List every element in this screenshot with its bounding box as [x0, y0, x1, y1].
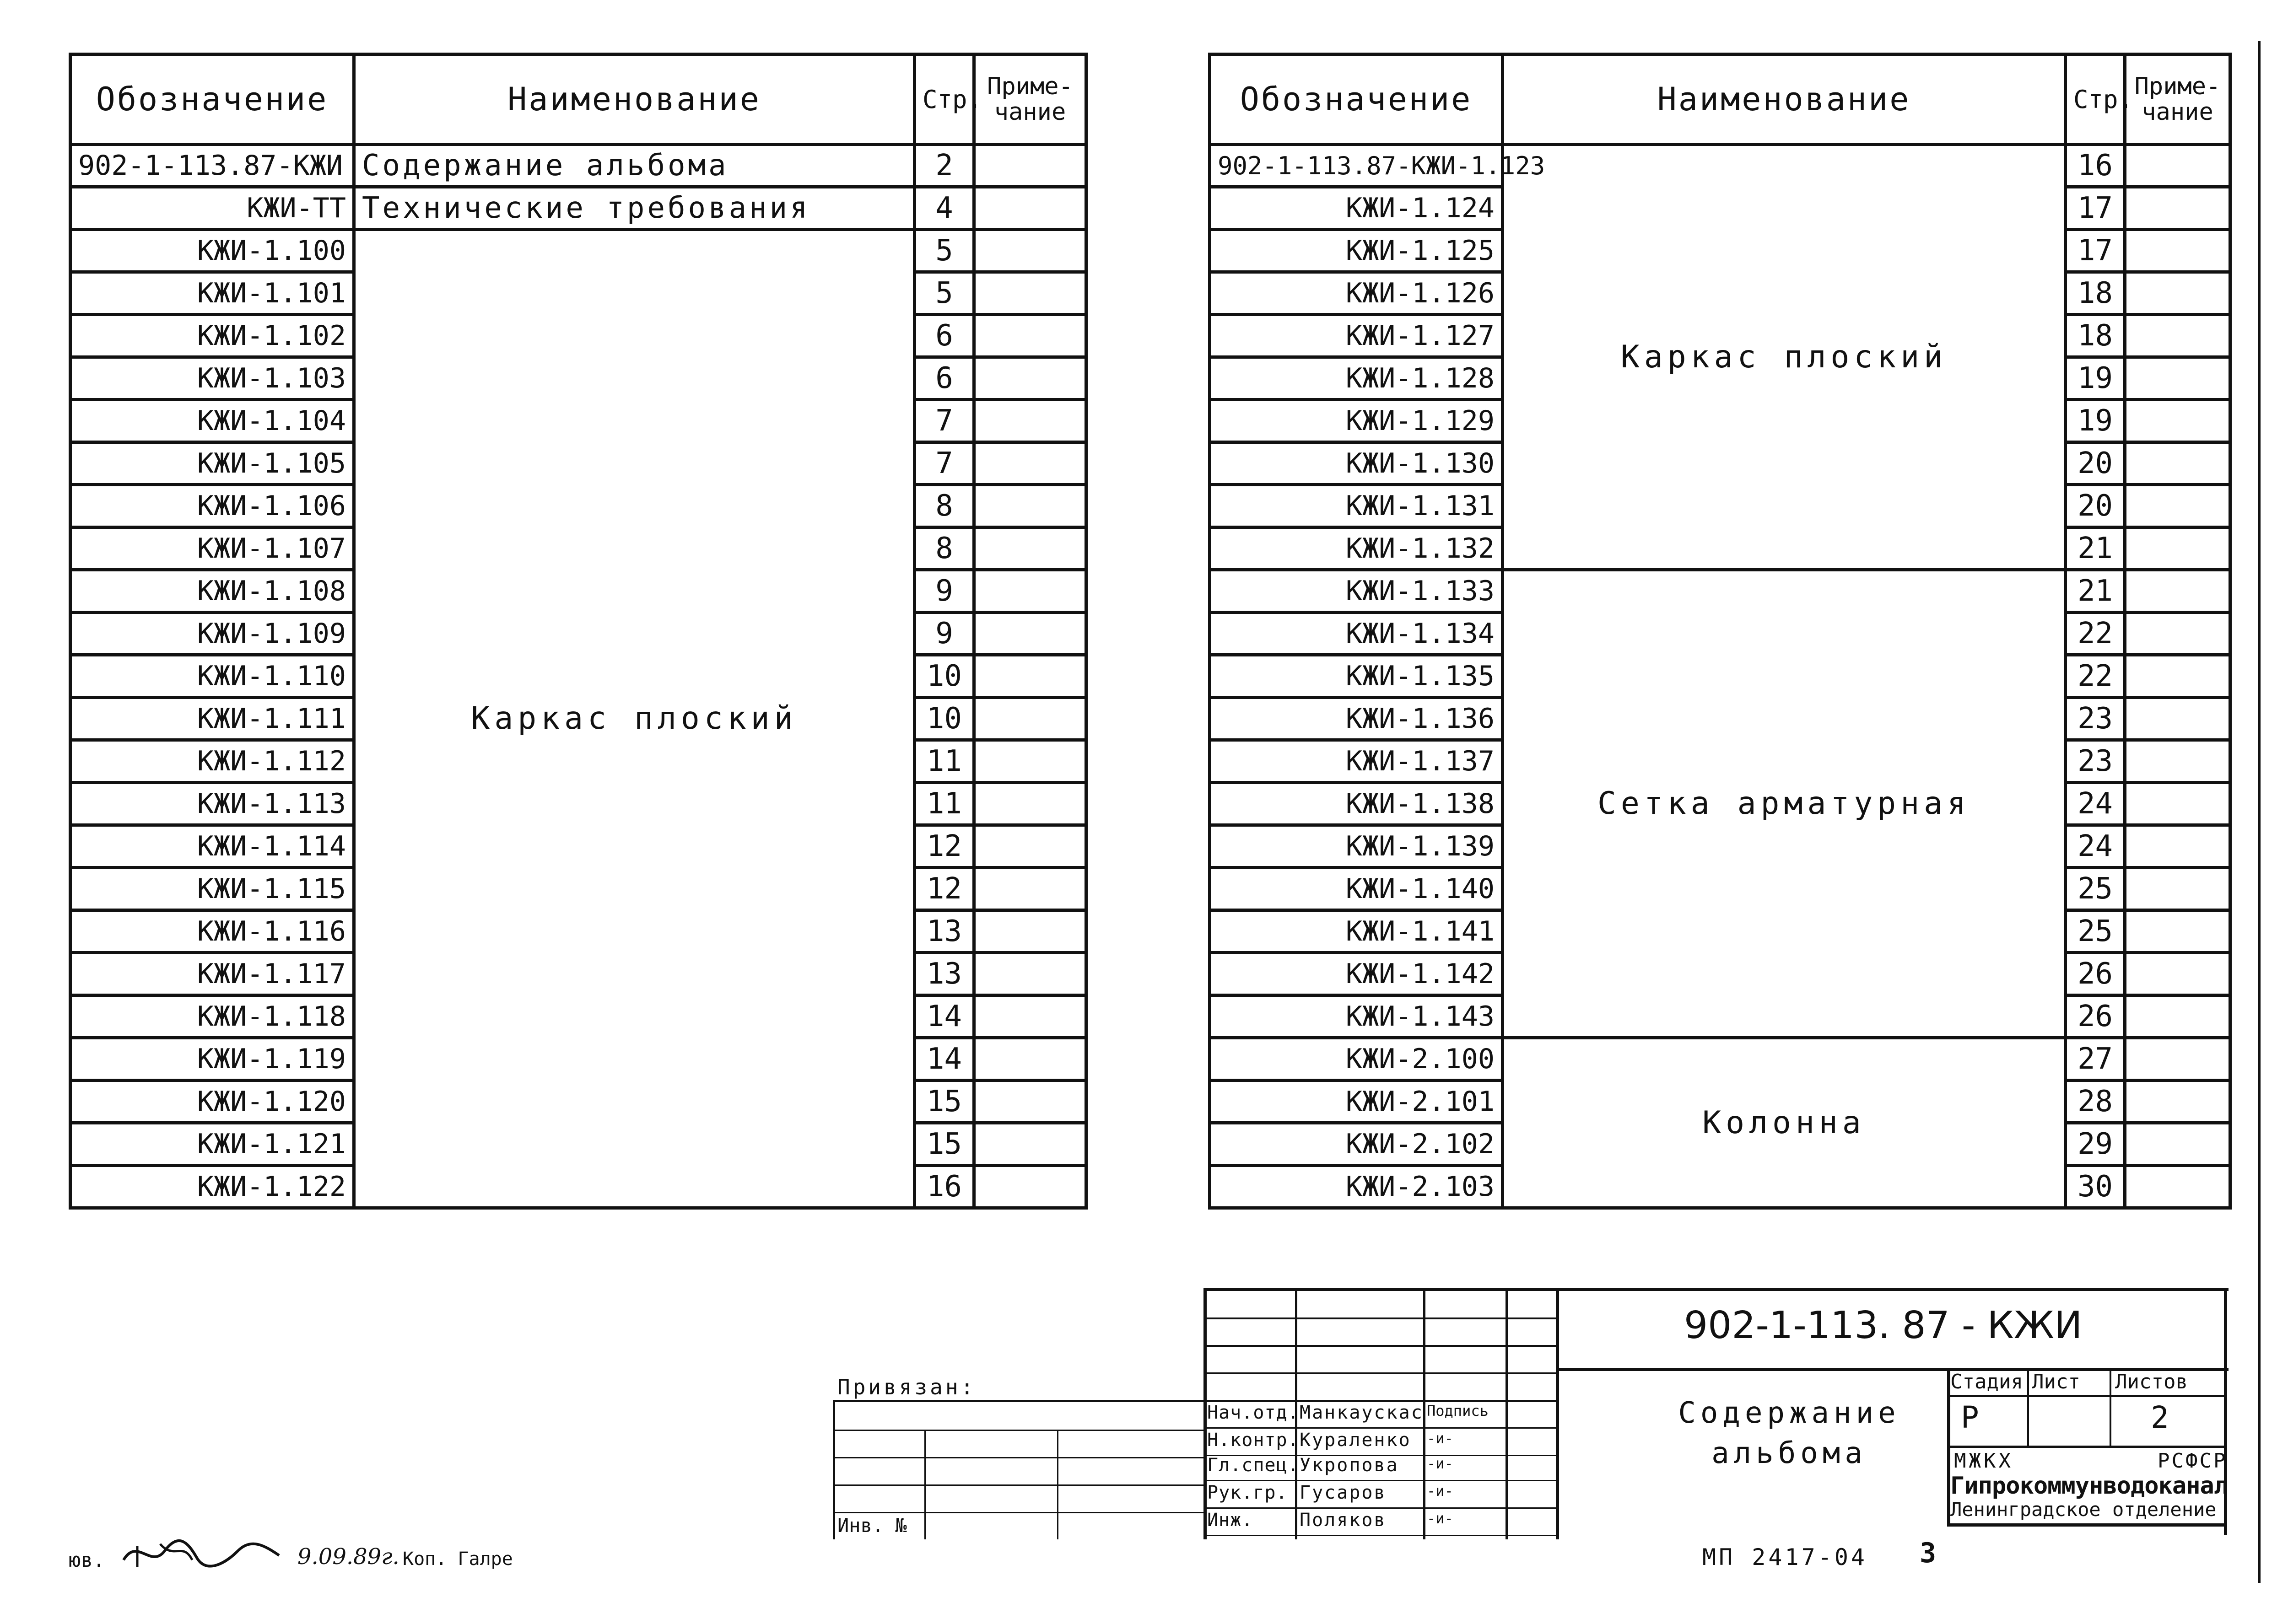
table-header-row	[70, 54, 1086, 145]
row-note	[974, 868, 1086, 910]
signature-mark: -и-	[1427, 1482, 1453, 1500]
row-designation: КЖИ-1.121	[70, 1123, 354, 1166]
row-page: 24	[2066, 825, 2125, 868]
table-row	[70, 145, 1086, 187]
row-designation: КЖИ-1.126	[1210, 272, 1503, 315]
doc-code: 902-1-113. 87 - КЖИ	[1684, 1304, 2083, 1347]
row-note	[2125, 357, 2230, 400]
row-page: 9	[915, 570, 974, 613]
col-page-header: Стр.	[2066, 54, 2125, 145]
row-designation: КЖИ-1.113	[70, 783, 354, 825]
row-designation: КЖИ-1.102	[70, 315, 354, 357]
signature-role: Нач.отд.	[1207, 1402, 1299, 1423]
row-note	[2125, 1123, 2230, 1166]
row-designation: КЖИ-1.136	[1210, 698, 1503, 740]
table-row	[1210, 1038, 2230, 1081]
row-designation: 902-1-113.87-КЖИ	[70, 145, 354, 187]
row-note	[974, 1166, 1086, 1208]
signature-role: Инж.	[1207, 1510, 1253, 1531]
row-designation: КЖИ-2.100	[1210, 1038, 1503, 1081]
group-name: Колонна	[1503, 1038, 2066, 1208]
row-page: 20	[2066, 485, 2125, 527]
org-republic: РСФСР	[2158, 1449, 2228, 1473]
row-note	[2125, 230, 2230, 272]
row-name: Содержание альбома	[354, 145, 915, 187]
org-branch: Ленинградское отделение	[1950, 1498, 2217, 1521]
signature-name: Гусаров	[1300, 1482, 1387, 1503]
row-page: 27	[2066, 1038, 2125, 1081]
row-designation: КЖИ-1.104	[70, 400, 354, 442]
sheet-label: Лист	[2032, 1370, 2080, 1393]
row-note	[2125, 315, 2230, 357]
row-note	[974, 230, 1086, 272]
row-note	[974, 187, 1086, 230]
row-designation: КЖИ-1.140	[1210, 868, 1503, 910]
sheets-value: 2	[2151, 1400, 2169, 1435]
stage-value: Р	[1961, 1400, 1979, 1435]
row-designation: КЖИ-1.143	[1210, 995, 1503, 1038]
row-note	[2125, 485, 2230, 527]
row-designation: 902-1-113.87-КЖИ-1.123	[1210, 145, 1503, 187]
row-note	[2125, 1038, 2230, 1081]
row-page: 12	[915, 825, 974, 868]
row-designation: КЖИ-1.116	[70, 910, 354, 953]
row-designation: КЖИ-1.141	[1210, 910, 1503, 953]
row-page: 25	[2066, 868, 2125, 910]
row-page: 26	[2066, 995, 2125, 1038]
row-page: 25	[2066, 910, 2125, 953]
col-name-header: Наименование	[1503, 54, 2066, 145]
row-page: 11	[915, 740, 974, 783]
row-designation: КЖИ-1.109	[70, 613, 354, 655]
row-note	[974, 442, 1086, 485]
page-number: 3	[1920, 1537, 1937, 1569]
row-name: Технические требования	[354, 187, 915, 230]
row-designation: КЖИ-1.139	[1210, 825, 1503, 868]
handwritten-signature	[119, 1533, 284, 1574]
signature-name: Кураленко	[1300, 1430, 1411, 1451]
row-note	[974, 570, 1086, 613]
sheet-border	[2258, 41, 2261, 1583]
sheets-label: Листов	[2115, 1370, 2188, 1393]
copied-by: Коп. Галре	[403, 1549, 513, 1570]
signature-role: Гл.спец.	[1207, 1455, 1299, 1476]
signature-mark: -и-	[1427, 1455, 1453, 1472]
row-page: 18	[2066, 315, 2125, 357]
row-designation: КЖИ-1.133	[1210, 570, 1503, 613]
row-note	[2125, 187, 2230, 230]
row-page: 6	[915, 357, 974, 400]
row-designation: КЖИ-1.106	[70, 485, 354, 527]
row-page: 26	[2066, 953, 2125, 995]
row-note	[2125, 825, 2230, 868]
row-page: 5	[915, 230, 974, 272]
row-note	[2125, 698, 2230, 740]
row-page: 10	[915, 698, 974, 740]
signature-name: Укропова	[1300, 1455, 1399, 1476]
row-note	[974, 357, 1086, 400]
row-note	[2125, 655, 2230, 698]
group-name: Сетка арматурная	[1503, 570, 2066, 1038]
group-name: Каркас плоский	[354, 230, 915, 1208]
row-page: 14	[915, 995, 974, 1038]
row-designation: КЖИ-1.128	[1210, 357, 1503, 400]
row-note	[974, 272, 1086, 315]
row-page: 28	[2066, 1081, 2125, 1123]
row-page: 22	[2066, 613, 2125, 655]
row-note	[2125, 910, 2230, 953]
signature-name: Манкаускас	[1300, 1402, 1424, 1423]
row-page: 16	[2066, 145, 2125, 187]
row-note	[974, 825, 1086, 868]
row-designation: КЖИ-1.108	[70, 570, 354, 613]
row-designation: КЖИ-1.117	[70, 953, 354, 995]
row-designation: КЖИ-1.101	[70, 272, 354, 315]
row-note	[974, 613, 1086, 655]
org-ministry: МЖКХ	[1954, 1449, 2013, 1473]
row-designation: КЖИ-1.122	[70, 1166, 354, 1208]
row-designation: КЖИ-1.124	[1210, 187, 1503, 230]
row-page: 13	[915, 953, 974, 995]
table-row	[1210, 145, 2230, 187]
col-note-header: Приме- чание	[2125, 54, 2230, 145]
signature-name: Поляков	[1300, 1510, 1387, 1531]
row-page: 29	[2066, 1123, 2125, 1166]
col-note-header: Приме- чание	[974, 54, 1086, 145]
row-page: 22	[2066, 655, 2125, 698]
row-note	[2125, 740, 2230, 783]
row-note	[974, 740, 1086, 783]
row-page: 8	[915, 485, 974, 527]
row-page: 19	[2066, 357, 2125, 400]
left-margin-note: юв.	[69, 1549, 105, 1572]
row-designation: КЖИ-1.131	[1210, 485, 1503, 527]
row-designation: КЖИ-1.135	[1210, 655, 1503, 698]
row-note	[2125, 272, 2230, 315]
row-page: 23	[2066, 698, 2125, 740]
row-note	[2125, 783, 2230, 825]
row-page: 21	[2066, 527, 2125, 570]
row-page: 17	[2066, 187, 2125, 230]
row-page: 2	[915, 145, 974, 187]
row-note	[974, 910, 1086, 953]
row-page: 7	[915, 442, 974, 485]
row-designation: КЖИ-1.119	[70, 1038, 354, 1081]
row-note	[2125, 1081, 2230, 1123]
row-note	[974, 527, 1086, 570]
row-designation: КЖИ-1.132	[1210, 527, 1503, 570]
row-page: 11	[915, 783, 974, 825]
signature-mark: Подпись	[1427, 1402, 1489, 1420]
row-designation: КЖИ-1.110	[70, 655, 354, 698]
row-page: 5	[915, 272, 974, 315]
row-designation: КЖИ-1.137	[1210, 740, 1503, 783]
row-page: 16	[915, 1166, 974, 1208]
row-designation: КЖИ-2.101	[1210, 1081, 1503, 1123]
row-page: 10	[915, 655, 974, 698]
row-page: 24	[2066, 783, 2125, 825]
col-designation-header: Обозначение	[70, 54, 354, 145]
row-note	[974, 145, 1086, 187]
table-row	[70, 187, 1086, 230]
row-designation: КЖИ-1.103	[70, 357, 354, 400]
row-designation: КЖИ-1.134	[1210, 613, 1503, 655]
table-row	[1210, 570, 2230, 613]
row-designation: КЖИ-2.103	[1210, 1166, 1503, 1208]
row-designation: КЖИ-1.111	[70, 698, 354, 740]
row-note	[2125, 995, 2230, 1038]
col-page-header: Стр.	[915, 54, 974, 145]
signature-role: Н.контр.	[1207, 1430, 1299, 1451]
row-page: 20	[2066, 442, 2125, 485]
row-page: 15	[915, 1081, 974, 1123]
row-designation: КЖИ-1.138	[1210, 783, 1503, 825]
row-page: 23	[2066, 740, 2125, 783]
row-page: 17	[2066, 230, 2125, 272]
row-page: 4	[915, 187, 974, 230]
row-designation: КЖИ-1.129	[1210, 400, 1503, 442]
row-designation: КЖИ-1.112	[70, 740, 354, 783]
row-page: 14	[915, 1038, 974, 1081]
col-name-header: Наименование	[354, 54, 915, 145]
row-note	[2125, 400, 2230, 442]
row-note	[974, 995, 1086, 1038]
row-page: 15	[915, 1123, 974, 1166]
handwritten-date: 9.09.89г.	[297, 1544, 399, 1570]
row-page: 7	[915, 400, 974, 442]
row-designation: КЖИ-1.107	[70, 527, 354, 570]
row-note	[974, 698, 1086, 740]
row-designation: КЖИ-1.114	[70, 825, 354, 868]
row-note	[974, 400, 1086, 442]
row-note	[974, 485, 1086, 527]
contents-table-left	[69, 53, 1088, 1210]
row-page: 30	[2066, 1166, 2125, 1208]
row-note	[974, 1038, 1086, 1081]
sheet-format: МП 2417-04	[1702, 1544, 1868, 1570]
row-note	[974, 1123, 1086, 1166]
doc-title: Содержание альбома	[1678, 1396, 1900, 1470]
row-designation: КЖИ-1.125	[1210, 230, 1503, 272]
row-note	[2125, 527, 2230, 570]
row-page: 9	[915, 613, 974, 655]
row-note	[974, 1081, 1086, 1123]
row-note	[2125, 868, 2230, 910]
signature-mark: -и-	[1427, 1510, 1453, 1527]
row-designation: КЖИ-1.115	[70, 868, 354, 910]
inventory-label: Инв. №	[837, 1514, 907, 1537]
row-note	[974, 953, 1086, 995]
row-designation: КЖИ-1.120	[70, 1081, 354, 1123]
row-page: 6	[915, 315, 974, 357]
table-row	[70, 230, 1086, 272]
row-designation: КЖИ-1.127	[1210, 315, 1503, 357]
row-designation: КЖИ-1.105	[70, 442, 354, 485]
group-name: Каркас плоский	[1503, 145, 2066, 570]
row-note	[2125, 442, 2230, 485]
signature-mark: -и-	[1427, 1430, 1453, 1447]
row-page: 12	[915, 868, 974, 910]
row-designation: КЖИ-ТТ	[70, 187, 354, 230]
row-page: 13	[915, 910, 974, 953]
stage-label: Стадия	[1950, 1370, 2023, 1393]
row-page: 19	[2066, 400, 2125, 442]
row-page: 8	[915, 527, 974, 570]
contents-table-right	[1208, 53, 2232, 1210]
row-note	[2125, 570, 2230, 613]
row-designation: КЖИ-1.118	[70, 995, 354, 1038]
row-designation: КЖИ-1.130	[1210, 442, 1503, 485]
row-note	[2125, 145, 2230, 187]
org-institute: Гипрокоммунводоканал	[1950, 1472, 2228, 1500]
row-designation: КЖИ-1.100	[70, 230, 354, 272]
row-note	[2125, 613, 2230, 655]
col-designation-header: Обозначение	[1210, 54, 1503, 145]
bound-label: Привязан:	[837, 1375, 977, 1399]
table-header-row	[1210, 54, 2230, 145]
row-designation: КЖИ-1.142	[1210, 953, 1503, 995]
row-note	[974, 315, 1086, 357]
row-note	[974, 783, 1086, 825]
row-note	[2125, 953, 2230, 995]
signature-role: Рук.гр.	[1207, 1482, 1288, 1503]
row-note	[974, 655, 1086, 698]
row-page: 21	[2066, 570, 2125, 613]
row-designation: КЖИ-2.102	[1210, 1123, 1503, 1166]
row-note	[2125, 1166, 2230, 1208]
row-page: 18	[2066, 272, 2125, 315]
